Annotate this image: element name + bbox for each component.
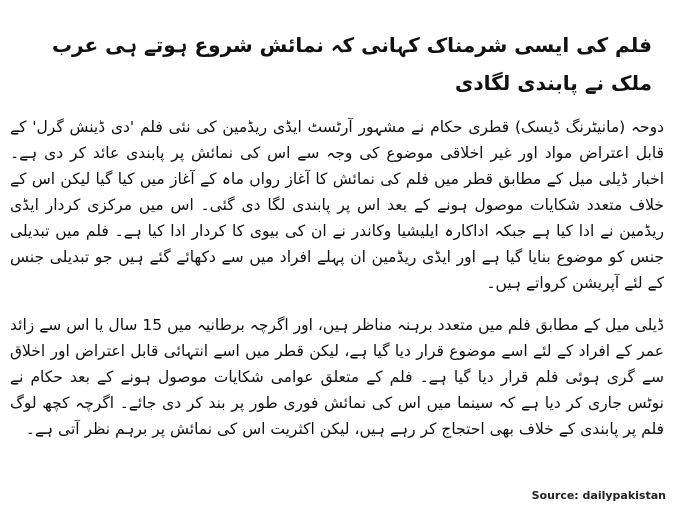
source-credit: Source: dailypakistan bbox=[531, 489, 666, 502]
article-paragraph-2: ڈیلی میل کے مطابق فلم میں متعدد برہنہ مناظر ہیں، اور اگرچہ برطانیہ میں 15 سال یا اس سے زائد عمر کے افراد کے لئے اسے موضوع قرار دیا گیا ہے، لیکن قطر میں اسے انتہائی قابل اعتراض اور اخلاق سے گری ہوئی فلم قرار دیا گیا ہے۔ فلم کے متعلق عوامی شکایات موصول ہونے کے بعد حکام نے نوٹس جاری کر دیا ہے کہ سینما میں اس کی نمائش فوری طور پر بند کر دی جائے۔ اگرچہ کچھ لوگ فلم پر پابندی کے خلاف بھی احتجاج کر رہے ہیں، لیکن اکثریت اس کی نمائش پر برہم نظر آتی ہے۔ bbox=[10, 316, 664, 438]
article-headline: فلم کی ایسی شرمناک کہانی کہ نمائش شروع ہوتے ہی عرب ملک نے پابندی لگادی bbox=[51, 33, 652, 95]
article-paragraph-1: دوحہ (مانیٹرنگ ڈیسک) قطری حکام نے مشہور آرٹسٹ ایڈی ریڈمین کی نئی فلم 'دی ڈینش گرل' کے قابل اعتراض مواد اور غیر اخلاقی موضوع کی وجہ سے اس کی نمائش پر پابندی عائد کر دی ہے۔ اخبار ڈیلی میل کے مطابق قطر میں فلم کی نمائش کا آغاز رواں ماہ کے آغاز میں کیا گیا لیکن اس کے خلاف متعدد شکایات موصول ہونے کے بعد اس پر پابندی لگا دی گئی۔ اس میں مرکزی کردار ایڈی ریڈمین نے ادا کیا ہے جبکہ اداکارہ ایلیشیا وکاندر نے ان کی بیوی کا کردار ادا کیا ہے۔ فلم میں تبدیلی جنس کو موضوع بنایا گیا ہے اور ایڈی ریڈمین ان پہلے افراد میں سے دکھائے گئے ہیں جو تبدیلی جنس کے لئے آپریشن کرواتے ہیں۔ bbox=[10, 118, 664, 292]
